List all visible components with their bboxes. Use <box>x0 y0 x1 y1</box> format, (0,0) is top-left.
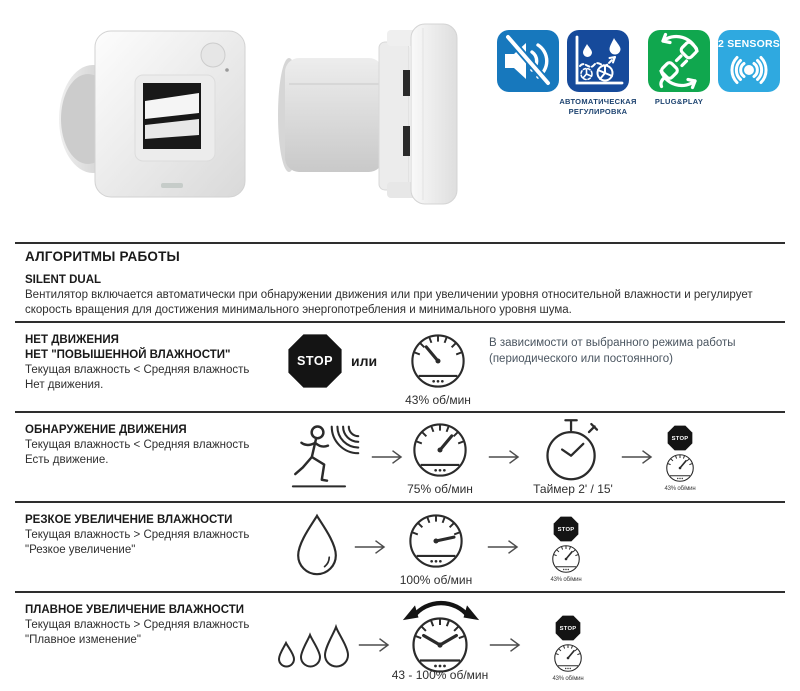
svg-text:STOP: STOP <box>559 625 577 632</box>
arrow-icon <box>485 538 523 556</box>
speed-gauge-icon <box>411 421 469 479</box>
return-state-group <box>548 615 588 682</box>
speed-gauge-icon <box>409 332 467 390</box>
mute-icon <box>497 30 559 92</box>
water-drop-icon <box>292 513 342 577</box>
auto-regulation-label: АВТОМАТИЧЕСКАЯ РЕГУЛИРОВКА <box>559 97 637 116</box>
svg-text:STOP: STOP <box>297 354 333 369</box>
return-speed-label: 43% об/мин <box>664 486 696 492</box>
algorithm-row-motion-detected <box>0 411 800 501</box>
silent-badge <box>497 30 559 92</box>
fan-side-panel <box>411 24 457 204</box>
sensors-badge-label: 2 SENSORS <box>718 38 780 50</box>
section-title: АЛГОРИТМЫ РАБОТЫ <box>25 249 180 264</box>
plug-play-icon <box>648 30 710 92</box>
arrow-icon <box>487 636 525 654</box>
speed-gauge-icon <box>407 512 465 570</box>
algorithm-row-no-motion <box>0 321 800 411</box>
arrow-icon <box>352 538 390 556</box>
speed-label: 43 - 100% об/мин <box>391 668 489 682</box>
auto-regulation-icon <box>567 30 629 92</box>
return-state-group <box>546 516 586 583</box>
mode-note: В зависимости от выбранного режима работы (периодического или постоянного) <box>489 337 736 366</box>
wireless-signal-icon <box>718 30 780 92</box>
stop-icon <box>287 333 343 389</box>
stop-icon-small <box>553 516 579 542</box>
algorithm-row-smooth-humidity <box>0 591 800 691</box>
arrow-icon <box>369 448 407 466</box>
arrow-icon <box>619 448 657 466</box>
row-title: ПЛАВНОЕ УВЕЛИЧЕНИЕ ВЛАЖНОСТИ <box>25 604 245 616</box>
row-subtitle: Текущая влажность > Средняя влажность "Резкое увеличение" <box>25 529 250 557</box>
stop-icon-small <box>555 615 581 641</box>
timer-icon <box>541 417 603 483</box>
fan-duct-side <box>285 58 383 172</box>
speed-label: 100% об/мин <box>399 573 473 587</box>
svg-text:STOP: STOP <box>671 435 689 442</box>
plug-play-badge <box>648 30 710 92</box>
svg-text:STOP: STOP <box>557 526 575 533</box>
or-label: или <box>351 353 378 369</box>
speed-gauge-icon-small <box>665 453 695 483</box>
fan-front-photo <box>55 15 255 211</box>
auto-regulation-badge <box>567 30 629 92</box>
timer-label: Таймер 2' / 15' <box>533 482 613 496</box>
stop-icon-small <box>667 425 693 451</box>
sensor-knob <box>201 43 225 67</box>
divider <box>15 242 785 244</box>
row-title: ОБНАРУЖЕНИЕ ДВИЖЕНИЯ <box>25 424 187 436</box>
return-state-group <box>660 425 700 492</box>
arrow-icon <box>356 636 394 654</box>
row-subtitle: Текущая влажность > Средняя влажность "Плавное изменение" <box>25 619 250 647</box>
row-title: РЕЗКОЕ УВЕЛИЧЕНИЕ ВЛАЖНОСТИ <box>25 514 233 526</box>
row-title: НЕТ ДВИЖЕНИЯ НЕТ "ПОВЫШЕННОЙ ВЛАЖНОСТИ" <box>25 334 231 361</box>
row-subtitle: Текущая влажность < Средняя влажность Есть движение. <box>25 439 250 467</box>
algorithm-row-sharp-humidity <box>0 501 800 591</box>
speed-gauge-icon-small <box>551 544 581 574</box>
fan-side-photo <box>275 18 471 210</box>
return-speed-label: 43% об/мин <box>550 577 582 583</box>
arrow-icon <box>486 448 524 466</box>
water-drops-icon <box>276 621 352 671</box>
speed-gauge-icon-small <box>553 643 583 673</box>
return-speed-label: 43% об/мин <box>552 676 584 682</box>
row-subtitle: Текущая влажность < Средняя влажность Нет движения. <box>25 364 250 392</box>
sensors-badge <box>718 30 780 92</box>
speed-label: 75% об/мин <box>407 482 473 496</box>
product-name: SILENT DUAL <box>25 274 102 286</box>
plug-play-label: PLUG&PLAY <box>654 97 704 106</box>
motion-person-icon <box>290 421 364 493</box>
speed-label: 43% об/мин <box>405 393 471 407</box>
fan-logo <box>161 183 183 188</box>
product-description: Вентилятор включается автоматически при обнаружении движения или при увеличении уровня относительной влажности и регулирует скорость вращения для достижения минимального энергопотребления и минимального уровня шума. <box>25 289 753 317</box>
variable-speed-gauge-icon <box>410 615 470 675</box>
